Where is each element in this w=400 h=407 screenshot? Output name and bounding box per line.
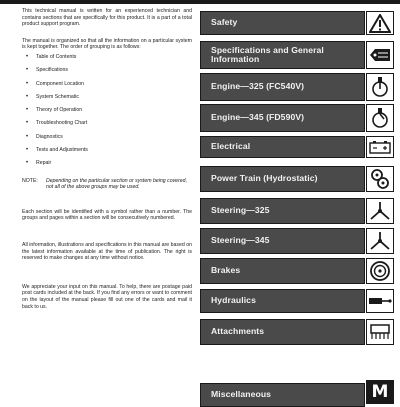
intro-column — [22, 8, 192, 310]
engine-piston-icon — [366, 104, 394, 132]
brake-drum-icon — [366, 258, 394, 284]
tab-label: Hydraulics — [211, 295, 256, 306]
intro-paragraph-5: We appreciate your input on this manual. To help, there are postage paid post cards included at the back. If you find any errors or want to comment on the layout of the manual please fill out one of the cards and mail it back to us. — [22, 283, 192, 310]
tab-miscellaneous[interactable] — [200, 383, 365, 407]
tab-specifications[interactable] — [200, 41, 365, 69]
letter-m-icon — [366, 380, 394, 404]
mower-deck-icon — [366, 319, 394, 345]
steering-icon — [366, 228, 394, 254]
tab-engine-345[interactable] — [200, 104, 365, 132]
list-item: • Tests and Adjustments — [22, 144, 192, 157]
tab-label: Specifications and General Information — [211, 44, 324, 64]
list-item: • Troubleshooting Chart — [22, 117, 192, 130]
note — [22, 178, 192, 191]
tab-attachments[interactable] — [200, 319, 365, 345]
list-item: • Specifications — [22, 64, 192, 77]
intro-paragraph-2: The manual is organized so that all the information on a particular system is kept together. The order of grouping is as follows: — [22, 37, 192, 51]
misc-icon-letter: M — [371, 382, 389, 402]
gears-icon — [366, 166, 394, 192]
tab-power-train[interactable] — [200, 166, 365, 192]
engine-piston-icon — [366, 73, 394, 101]
tab-brakes[interactable] — [200, 258, 365, 284]
intro-paragraph-3: Each section will be identified with a symbol rather than a number. The groups and pages within a section will be consecutively numbered. — [22, 208, 192, 222]
tab-label: Steering—325 — [211, 205, 270, 216]
list-item: • Repair — [22, 157, 192, 170]
tab-label: Safety — [211, 17, 238, 28]
battery-icon — [366, 136, 394, 158]
list-item: • System Schematic — [22, 91, 192, 104]
top-band — [0, 0, 400, 4]
intro-paragraph-1: This technical manual is written for an experienced technician and contains sections that are specifically for this product. It is a part of a total product support program. — [22, 8, 192, 28]
tab-engine-325[interactable] — [200, 73, 365, 101]
tab-label: Power Train (Hydrostatic) — [211, 173, 318, 184]
tab-steering-345[interactable] — [200, 228, 365, 254]
steering-icon — [366, 198, 394, 224]
note-label: NOTE: — [22, 177, 38, 184]
tab-electrical[interactable] — [200, 136, 365, 158]
tab-label: Engine—325 (FC540V) — [211, 81, 305, 92]
hydraulic-cylinder-icon — [366, 289, 394, 313]
warning-triangle-icon — [366, 11, 394, 35]
spec-tag-icon — [366, 41, 394, 69]
tab-safety[interactable] — [200, 11, 365, 35]
grouping-list — [22, 51, 192, 171]
tab-steering-325[interactable] — [200, 198, 365, 224]
tab-label: Miscellaneous — [211, 389, 272, 400]
list-item: • Diagnostics — [22, 131, 192, 144]
tab-label: Electrical — [211, 141, 251, 152]
tab-hydraulics[interactable] — [200, 289, 365, 313]
intro-paragraph-4: All information, illustrations and specifications in this manual are based on the latest information available at the time of publication. The right is reserved to make changes at any time without notice. — [22, 242, 192, 262]
list-item: • Table of Contents — [22, 51, 192, 64]
tab-label: Steering—345 — [211, 235, 270, 246]
list-item: • Theory of Operation — [22, 104, 192, 117]
list-item: • Component Location — [22, 78, 192, 91]
tab-label: Engine—345 (FD590V) — [211, 112, 305, 123]
tab-label: Attachments — [211, 326, 265, 337]
note-text: Depending on the particular section or system being covered, not all of the above groups may be used. — [46, 177, 188, 191]
tab-label: Brakes — [211, 265, 241, 276]
